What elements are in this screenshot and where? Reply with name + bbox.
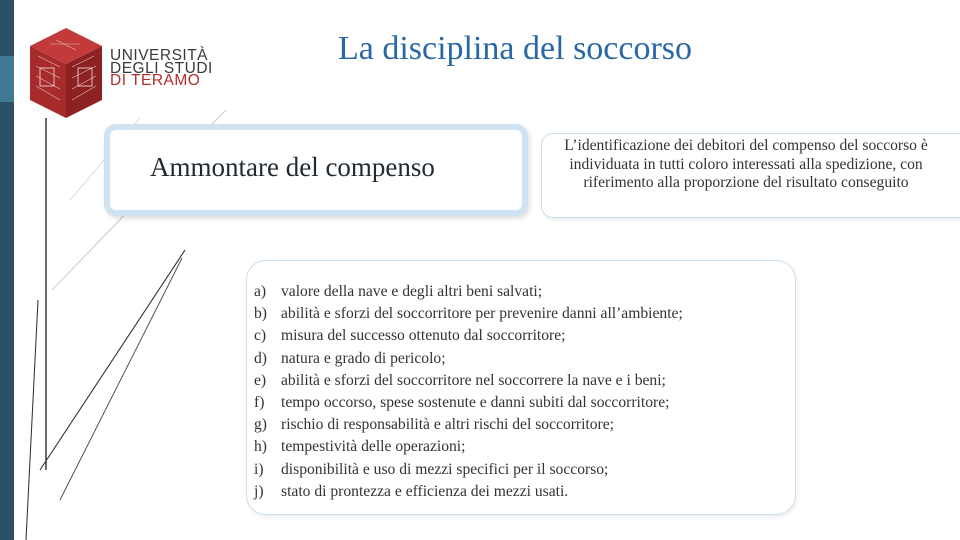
list-item-letter: h) [254,438,267,456]
list-item-text: abilità e sforzi del soccorritore nel soccorrere la nave e i beni; [281,371,666,389]
list-item-text: rischio di responsabilità e altri rischi del soccorritore; [281,416,614,434]
criteria-list [254,281,683,503]
list-item-letter: f) [254,394,265,412]
list-item-text: tempestività delle operazioni; [281,438,466,456]
list-item [254,325,683,347]
list-item-text: abilità e sforzi del soccorritore per prevenire danni all’ambiente; [281,305,683,323]
list-item-text: tempo occorso, spese sostenute e danni subiti dal soccorritore; [281,394,670,412]
info-box-text: L’identificazione dei debitori del compenso del soccorso è individuata in tutti coloro interessati alla spedizione, con riferimento alla proporzione del risultato conseguito [564,137,928,192]
list-item-letter: c) [254,327,267,345]
logo-line-2: DEGLI STUDI [110,59,213,77]
list-item [254,392,683,414]
list-item [254,459,683,481]
university-logo [26,20,212,120]
list-item-letter: j) [254,482,264,500]
list-item [254,436,683,458]
list-item [254,303,683,325]
list-item [254,414,683,436]
list-item-text: disponibilità e uso di mezzi specifici per il soccorso; [281,460,609,478]
heading-box-text: Ammontare del compenso [150,152,435,182]
list-item [254,348,683,370]
list-item-text: natura e grado di pericolo; [281,349,446,367]
list-item-letter: i) [254,460,264,478]
list-item-letter: b) [254,305,267,323]
list-item-letter: g) [254,416,267,434]
slide-title: La disciplina del soccorso [337,30,693,67]
list-item-text: stato di prontezza e efficienza dei mezzi usati. [281,482,569,500]
list-item-text: valore della nave e degli altri beni salvati; [281,283,543,300]
list-item-text: misura del successo ottenuto dal soccorritore; [281,327,566,345]
logo-line-3: DI TERAMO [110,72,201,89]
list-item-letter: d) [254,349,267,367]
list-item [254,481,683,503]
shield-cube-icon [26,26,106,122]
logo-line-1: UNIVERSITÀ [110,47,209,64]
list-item [254,281,683,303]
university-name [110,47,213,89]
list-item [254,370,683,392]
list-item-letter: e) [254,371,267,389]
list-item-letter: a) [254,283,267,300]
